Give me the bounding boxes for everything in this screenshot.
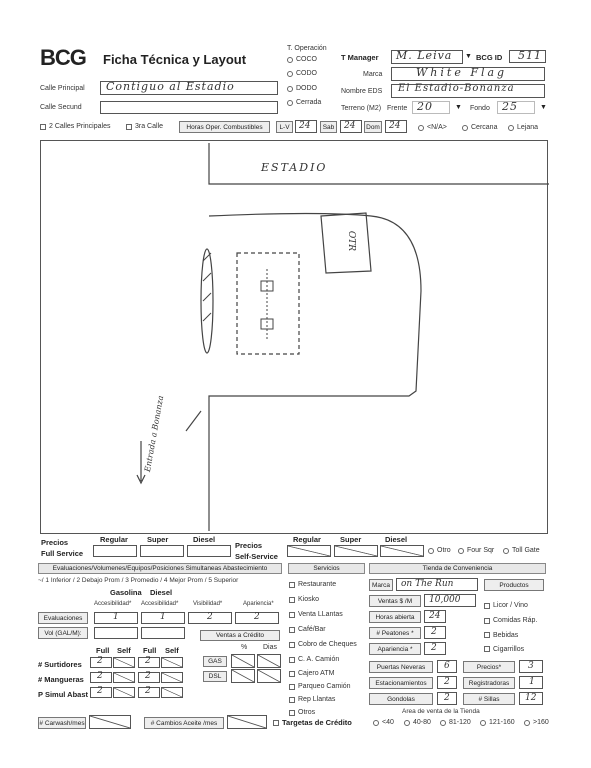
full-diesel-field[interactable] (187, 545, 231, 557)
self-col-regular: Regular (293, 535, 321, 544)
carwash-field[interactable] (89, 715, 131, 729)
apariencia-tienda-label: Apariencia * (369, 643, 421, 655)
pct-label: % (241, 644, 248, 651)
radio-icon (462, 125, 468, 131)
servicios-bar: Servicios (288, 563, 365, 574)
op-option-coco[interactable]: COCO (287, 56, 317, 63)
toll-gate-radio[interactable]: Toll Gate (503, 547, 540, 554)
full-col-2: Full (143, 646, 157, 655)
cambios-aceite-field[interactable] (227, 715, 267, 729)
checkbox-icon (273, 720, 279, 726)
page-title: Ficha Técnica y Layout (103, 52, 247, 67)
marca-label: Marca (363, 71, 383, 78)
lv-label: L-V (276, 121, 293, 133)
fondo-field[interactable]: 25 (497, 101, 535, 114)
area-venta-label: Area de venta de la Tienda (402, 708, 480, 715)
radio-icon (373, 720, 379, 726)
checkbox-icon (484, 618, 490, 624)
registradoras-field[interactable]: 1 (519, 676, 543, 689)
dias-label: Dias (263, 644, 278, 651)
producto-comidas-rapidas[interactable]: Comidas Ráp. (484, 613, 537, 628)
pump-sketch (261, 319, 273, 329)
ventas-credito-button[interactable]: Ventas a Crédito (200, 630, 280, 641)
self-col-diesel: Diesel (385, 535, 408, 544)
self-col-2: Self (165, 646, 179, 655)
radio-icon (287, 57, 293, 63)
peatones-label: # Peatones * (369, 627, 421, 639)
entrada-label: Entrada a Bonanza (143, 394, 166, 473)
area-option-gt160[interactable]: >160 (524, 719, 549, 726)
servicio-kiosko[interactable]: Kiosko (289, 592, 357, 607)
otr-label: OTR (346, 230, 357, 252)
radio-icon (458, 548, 464, 554)
frente-label: Frente (387, 105, 408, 112)
servicios-list (289, 577, 357, 719)
checkbox-icon (484, 603, 490, 609)
chevron-down-icon[interactable]: ▼ (540, 104, 547, 111)
dsl-label: DSL (203, 671, 227, 682)
mangueras-label: # Mangueras (38, 675, 84, 684)
sillas-field[interactable]: 12 (519, 692, 543, 705)
precios-tienda-label: Precios* (463, 661, 515, 673)
sab-label: Sab (320, 121, 337, 133)
full-regular-field[interactable] (93, 545, 137, 557)
accesibilidad-label-1: Accesibilidad* (94, 601, 132, 607)
calle-principal-field[interactable]: Contiguo al Estadio (100, 81, 278, 95)
eval-field-2[interactable]: 1 (141, 612, 185, 624)
layout-sketch-area[interactable] (40, 140, 548, 534)
tienda-bar: Tienda de Conveniencia (369, 563, 546, 574)
surt-full-gas[interactable]: 2 (90, 657, 112, 668)
tarjetas-credito-checkbox[interactable]: Targetas de Crédito (273, 718, 352, 727)
four-sqr-radio[interactable]: Four Sqr (458, 547, 494, 554)
calle-principal-label: Calle Principal (40, 85, 85, 92)
visibilidad-label: Visibilidad* (193, 601, 223, 607)
surt-self-dsl[interactable] (161, 657, 183, 668)
mang-full-gas[interactable]: 2 (90, 672, 112, 683)
dom-label: Dom (364, 121, 382, 133)
radio-icon (440, 720, 446, 726)
gas-label: GAS (203, 656, 227, 667)
productos-list (484, 598, 537, 656)
checkbox-icon (289, 710, 295, 716)
chevron-down-icon[interactable]: ▼ (465, 53, 472, 60)
vol-field-1[interactable] (94, 627, 138, 639)
simul-label: P Simul Abast (38, 690, 89, 699)
lv-field[interactable]: 24 (295, 120, 317, 133)
lejana-radio[interactable]: Lejana (508, 124, 538, 131)
bcg-id-field[interactable]: 511 (509, 50, 546, 63)
na-radio[interactable]: <N/A> (418, 124, 447, 131)
checkbox-icon (484, 632, 490, 638)
precios-self-label: Precios Self-Service (235, 541, 278, 561)
horas-oper-button[interactable]: Horas Oper. Combustibles (179, 121, 270, 133)
radio-icon (508, 125, 514, 131)
tienda-marca-label: Marca (369, 579, 393, 591)
checkbox-icon (289, 627, 295, 633)
dom-field[interactable]: 24 (385, 120, 407, 133)
productos-button[interactable]: Productos (484, 579, 544, 591)
radio-icon (418, 125, 424, 131)
gondolas-field[interactable]: 2 (437, 692, 457, 705)
area-option-121-160[interactable]: 121-160 (480, 719, 515, 726)
eval-field-4[interactable]: 2 (235, 612, 279, 624)
calle-secund-field[interactable] (100, 101, 278, 114)
puertas-label: Puertas Neveras (369, 661, 433, 673)
checkbox-icon (289, 657, 295, 663)
self-super-field[interactable] (334, 545, 378, 557)
self-diesel-field[interactable] (380, 545, 424, 557)
radio-icon (287, 71, 293, 77)
self-regular-field[interactable] (287, 545, 331, 557)
op-option-dodo[interactable]: DODO (287, 85, 317, 92)
radio-icon (287, 100, 293, 106)
checkbox-icon (289, 612, 295, 618)
estacionamientos-label: Estacionamientos (369, 677, 433, 689)
radio-icon (503, 548, 509, 554)
fondo-label: Fondo (470, 105, 490, 112)
checkbox-icon (126, 124, 132, 130)
marca-field[interactable]: White Flag (391, 67, 545, 81)
servicio-cafe-bar[interactable]: Café/Bar (289, 622, 357, 637)
evaluaciones-button[interactable]: Evaluaciones (38, 612, 88, 624)
manager-label: T Manager (341, 53, 379, 62)
producto-cigarrillos[interactable]: Cigarrillos (484, 642, 537, 656)
full-col-1: Full (96, 646, 110, 655)
dsl-pct-field[interactable] (231, 669, 255, 683)
gasolina-label: Gasolina (110, 588, 142, 597)
simul-self-gas[interactable] (113, 687, 135, 698)
checkbox-icon (289, 642, 295, 648)
servicio-otros[interactable]: Otros (289, 706, 357, 719)
dsl-dias-field[interactable] (257, 669, 281, 683)
cambios-aceite-label: # Cambios Aceite /mes (144, 717, 224, 729)
gondolas-label: Gondolas (369, 693, 433, 705)
area-option-81-120[interactable]: 81-120 (440, 719, 471, 726)
precios-tienda-field[interactable]: 3 (519, 660, 543, 673)
bcg-logo: BCG (40, 45, 86, 70)
calle-secund-label: Calle Secund (40, 104, 82, 111)
gas-pct-field[interactable] (231, 654, 255, 668)
mang-self-dsl[interactable] (161, 672, 183, 683)
producto-bebidas[interactable]: Bebidas (484, 628, 537, 642)
scale-legend: ~/ 1 Inferior / 2 Debajo Prom / 3 Promedio / 4 Mejor Prom / 5 Superior (38, 577, 239, 584)
tienda-marca-field[interactable]: on The Run (396, 578, 478, 591)
full-super-field[interactable] (140, 545, 184, 557)
horas-abierta-label: Horas abierta (369, 611, 421, 623)
sillas-label: # Sillas (463, 693, 515, 705)
radio-icon (404, 720, 410, 726)
vol-field-2[interactable] (141, 627, 185, 639)
servicio-rep-llantas[interactable]: Rep Llantas (289, 693, 357, 706)
radio-icon (287, 86, 293, 92)
estacionamientos-field[interactable]: 2 (437, 676, 457, 689)
vol-label: Vol (GAL/M): (38, 627, 88, 639)
cercana-radio[interactable]: Cercana (462, 124, 497, 131)
simul-self-dsl[interactable] (161, 687, 183, 698)
area-option-lt40[interactable]: <40 (373, 719, 394, 726)
estadio-label: ESTADIO (261, 161, 328, 174)
mang-full-dsl[interactable]: 2 (138, 672, 160, 683)
checkbox-icon (289, 684, 295, 690)
surtidores-label: # Surtidores (38, 660, 82, 669)
apariencia-label: Apariencia* (243, 601, 274, 607)
otro-radio[interactable]: Otro (428, 547, 451, 554)
eds-field[interactable]: El Estadio-Bonanza (391, 84, 545, 98)
op-option-codo[interactable]: CODO (287, 70, 317, 77)
manager-field[interactable]: M. Leiva (391, 50, 463, 64)
servicio-cobro-cheques[interactable]: Cobro de Cheques (289, 637, 357, 652)
radio-icon (428, 548, 434, 554)
col-diesel: Diesel (193, 535, 216, 544)
servicio-venta-llantas[interactable]: Venta LLantas (289, 607, 357, 622)
layout-sketch (41, 141, 549, 535)
eds-label: Nombre EDS (341, 88, 383, 95)
op-label: T. Operación (287, 45, 327, 52)
col-super: Super (147, 535, 169, 544)
apariencia-tienda-field[interactable]: 2 (424, 642, 446, 655)
simul-full-gas[interactable]: 2 (90, 687, 112, 698)
ventas-label: Ventas $ /M (369, 595, 421, 607)
op-option-cerrada[interactable]: Cerrada (287, 99, 321, 106)
terreno-label: Terreno (M2) (341, 105, 382, 112)
col-regular: Regular (100, 535, 128, 544)
peatones-field[interactable]: 2 (424, 626, 446, 639)
checkbox-icon (289, 697, 295, 703)
horas-abierta-field[interactable]: 24 (424, 610, 446, 623)
checkbox-icon (40, 124, 46, 130)
frente-field[interactable]: 20 (412, 101, 450, 114)
precios-full-label: Precios Full Service (41, 538, 84, 558)
self-col-1: Self (117, 646, 131, 655)
surt-self-gas[interactable] (113, 657, 135, 668)
mang-self-gas[interactable] (113, 672, 135, 683)
bcg-id-label: BCG ID (476, 53, 503, 62)
simul-full-dsl[interactable]: 2 (138, 687, 160, 698)
puertas-field[interactable]: 6 (437, 660, 457, 673)
island-sketch (201, 249, 213, 353)
carwash-label: # Carwash/mes (38, 717, 86, 729)
checkbox-icon (289, 582, 295, 588)
sab-field[interactable]: 24 (340, 120, 362, 133)
eval-field-3[interactable]: 2 (188, 612, 232, 624)
producto-licor-vino[interactable]: Licor / Vino (484, 598, 537, 613)
surt-full-dsl[interactable]: 2 (138, 657, 160, 668)
checkbox-icon (289, 597, 295, 603)
self-col-super: Super (340, 535, 362, 544)
checkbox-icon (289, 671, 295, 677)
diesel-label: Diesel (150, 588, 173, 597)
registradoras-label: Registradoras (463, 677, 515, 689)
area-option-40-80[interactable]: 40-80 (404, 719, 431, 726)
servicio-ca-camion[interactable]: C. A. Camión (289, 652, 357, 667)
chevron-down-icon[interactable]: ▼ (455, 104, 462, 111)
checkbox-icon (484, 646, 490, 652)
evaluaciones-bar: Evaluaciones/Volumenes/Equipos/Posiciones Simultaneas Abastecimiento (38, 563, 282, 574)
servicio-restaurante[interactable]: Restaurante (289, 577, 357, 592)
radio-icon (480, 720, 486, 726)
servicio-cajero-atm[interactable]: Cajero ATM (289, 667, 357, 680)
servicio-parqueo-camion[interactable]: Parqueo Camión (289, 680, 357, 693)
eval-field-1[interactable]: 1 (94, 612, 138, 624)
dos-calles-checkbox[interactable]: 2 Calles Principales (40, 123, 110, 130)
accesibilidad-label-2: Accesibilidad* (141, 601, 179, 607)
radio-icon (524, 720, 530, 726)
gas-dias-field[interactable] (257, 654, 281, 668)
tercera-calle-checkbox[interactable]: 3ra Calle (126, 123, 163, 130)
ventas-field[interactable]: 10,000 (424, 594, 476, 607)
